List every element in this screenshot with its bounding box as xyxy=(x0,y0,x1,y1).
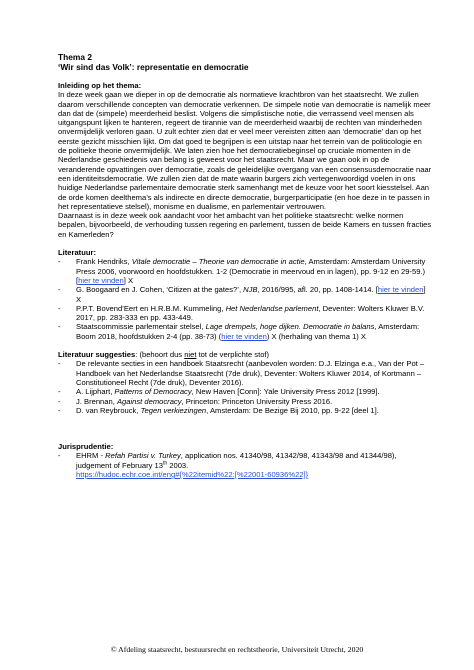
ordinal-suffix: th xyxy=(162,460,168,467)
literature-item xyxy=(58,304,432,323)
citation-title: Tegen verkiezingen xyxy=(140,405,207,415)
citation-text: , New Haven [Conn]: Yale University Press 2012 [1999]. xyxy=(191,387,380,397)
suggestions-note: tot de verplichte stof) xyxy=(196,350,270,360)
intro-body-2: Daarnaast is in deze week ook aandacht voor het ambacht van het politieke staatsrecht: welke normen bepalen, bijvoorbeeld, de verhouding tussen regering en parlement, tussen de beide Kamers en tussen fracties en Kamerleden? xyxy=(58,211,432,239)
literature-heading: Literatuur: xyxy=(58,248,96,258)
citation-text: , Princeton: Princeton University Press 2016. xyxy=(181,396,333,406)
intro-body: In deze week gaan we dieper in op de democratie als normatieve krachtbron van het staatsrecht. We zullen daarom verschillende concepten van democratie verkennen. De simpele notie van democratie is namelijk meer dan dat de (simpele) meerderheid beslist. Volgens die simplistische notie, die verrassend veel mensen als uitgangspunt lijken te hanteren, regeert de tirannie van de meerderheid waarbij de rechten van minderheden onvermijdelijk verloren gaan. U zult echter zien dat er veel meer vereisten zitten aan ‘democratie’ dan op het eerste gezicht misschien lijkt. Om dat goed te begrijpen is een uitstap naar het terrein van de politicologie en de politieke theorie onvermijdelijk. We laten zien hoe het democratiebeginsel op cruciale momenten in de Nederlandse geschiedenis van belang is geweest voor het staatsrecht. Maar we gaan ook in op de veranderende opvattingen over democratie, zoals de geleidelijke overgang van een consensusdemocratie naar een identiteitsdemocratie. We zullen zien dat de mate waarin burgers zich vertegenwoordigd voelen in ons huidige Nederlandse parlementaire democratie sterk samenhangt met de keuze voor het soort kiesstelsel. Aan de orde komen deelthema’s als indirecte en directe democratie, burgerparticipatie (en hoe deze in te passen in het representatieve stelsel), monisme en dualisme, en parlementair vertrouwen. xyxy=(58,90,432,211)
citation-text: De relevante secties in een handboek Staatsrecht (aanbevolen worden: D.J. Elzinga e.a., Van der Pot – Handboek van het Nederlandse Staatsrecht (7de druk), Deventer: Wolters Kluwer 2014, of Kortmann – Constitutioneel Recht (7de druk), Deventer 2016). xyxy=(76,359,425,387)
list-dash: - xyxy=(58,303,61,313)
list-dash: - xyxy=(58,359,61,369)
case-text: 2003. xyxy=(167,460,189,470)
hudoc-link[interactable]: https://hudoc.echr.coe.int/eng#{%22itemid%22:[%22001-60936%22]} xyxy=(76,469,309,479)
case-text: , application nos. 41340/98, 41342/98, 41343/98 and 41344/98), judgement of February 13 xyxy=(76,451,397,470)
citation-text: A. Lijphart, xyxy=(76,387,115,397)
literature-item xyxy=(58,257,432,285)
citation-text: , Amsterdam: De Bezige Bij 2010, pp. 9-22 [deel 1]. xyxy=(206,405,379,415)
jurisprudence-item xyxy=(58,451,432,479)
citation-text: G. Boogaard en J. Cohen, ‘Citizen at the gates?’, xyxy=(76,285,244,295)
citation-text: Staatscommissie parlementair stelsel, xyxy=(76,322,206,332)
citation-text: Frank Hendriks, xyxy=(76,257,132,267)
citation-text: ] X xyxy=(123,275,134,285)
list-dash: - xyxy=(58,396,61,406)
suggestions-heading: Literatuur suggesties xyxy=(58,350,136,360)
list-dash: - xyxy=(58,405,61,415)
theme-subtitle: ‘Wir sind das Volk’: representatie en democratie xyxy=(58,62,249,72)
citation-text: P.P.T. Bovend’Eert en H.R.B.M. Kummeling, xyxy=(76,303,226,313)
theme-title: Thema 2 xyxy=(58,52,92,62)
case-name: Refah Partisi v. Turkey xyxy=(105,451,181,461)
citation-text: , Amsterdam: Boom 2018, hoofdstukken 2-4 (pp. 38-73) ( xyxy=(76,322,420,341)
citation-text: , 2016/995, afl. 20, pp. 1408-1414. [ xyxy=(257,285,378,295)
hier-te-vinden-link[interactable]: hier te vinden xyxy=(377,285,424,295)
suggestions-heading-line xyxy=(58,350,432,359)
citation-text: ) X (herhaling van thema 1) X xyxy=(266,331,367,341)
citation-title: Against democracy xyxy=(116,396,182,406)
suggestion-item xyxy=(58,397,432,406)
list-dash: - xyxy=(58,257,61,267)
citation-title: Het Nederlandse parlement xyxy=(225,303,319,313)
list-dash: - xyxy=(58,451,61,461)
hier-te-vinden-link[interactable]: hier te vinden xyxy=(78,275,124,285)
citation-title: Lage drempels, hoge dijken. Democratie in balans xyxy=(205,322,375,332)
suggestion-item xyxy=(58,387,432,396)
citation-text: J. Brennan, xyxy=(76,396,117,406)
citation-text: ] X xyxy=(76,285,426,304)
intro-heading: Inleiding op het thema: xyxy=(58,81,142,90)
list-dash: - xyxy=(58,285,61,295)
suggestions-list xyxy=(58,359,432,415)
jurisprudence-list xyxy=(58,451,432,479)
document-page xyxy=(58,52,432,479)
suggestion-item xyxy=(58,406,432,415)
page-footer: © Afdeling staatsrecht, bestuursrecht en rechtstheorie, Universiteit Utrecht, 2020 xyxy=(110,645,364,654)
jurisprudence-heading: Jurisprudentie: xyxy=(58,442,114,452)
literature-list xyxy=(58,257,432,341)
citation-title: NJB xyxy=(243,285,258,295)
citation-text: , Deventer: Wolters Kluwer B.V. 2017, pp. 283-333 en pp. 433-449. xyxy=(76,303,425,323)
citation-title: Vitale democratie – Theorie van democratie in actie xyxy=(131,257,305,267)
suggestions-note-emphasis: niet xyxy=(184,350,197,360)
suggestion-item xyxy=(58,359,432,387)
list-dash: - xyxy=(58,387,61,397)
citation-title: Patterns of Democracy xyxy=(114,387,192,397)
list-dash: - xyxy=(58,322,61,332)
citation-text: , Amsterdam: Amsterdam University Press 2006, voorwoord en hoofdstukken. 1-2 (Democratie in meervoud en in lagen), pp. 9-12 en 29-59.) [ xyxy=(76,257,426,285)
case-text: EHRM - xyxy=(76,451,106,461)
suggestions-note: : (behoort dus xyxy=(135,350,185,360)
citation-text: D. van Reybrouck, xyxy=(76,405,141,415)
hier-te-vinden-link[interactable]: hier te vinden xyxy=(221,331,267,341)
literature-item xyxy=(58,322,432,341)
literature-item xyxy=(58,285,432,304)
